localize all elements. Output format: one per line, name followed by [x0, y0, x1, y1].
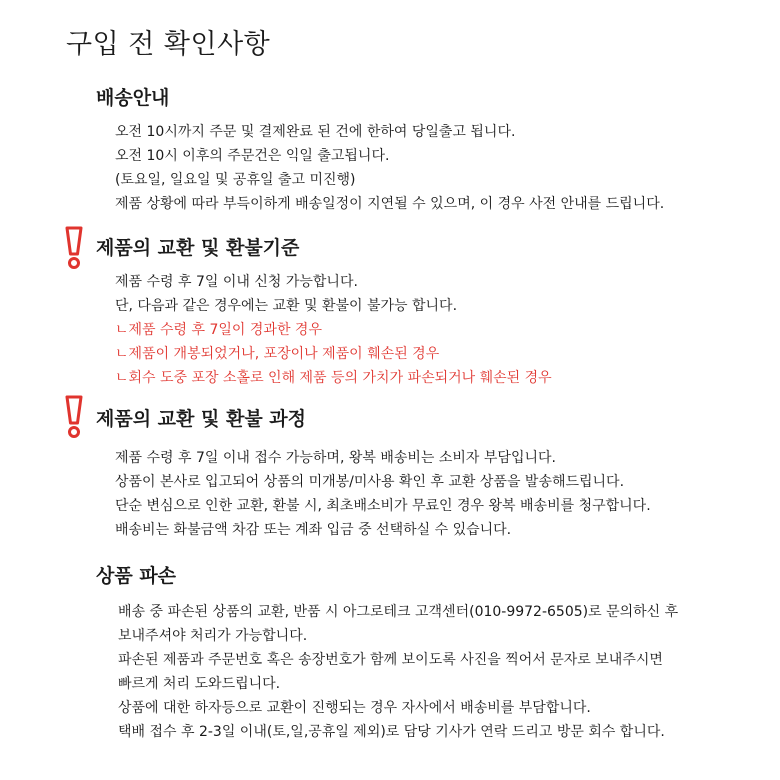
info-line: 오전 10시까지 주문 및 결제완료 된 건에 한하여 당일출고 됩니다. — [115, 124, 516, 140]
info-line: 배송비는 화불금액 차감 또는 계좌 입금 중 선택하실 수 있습니다. — [115, 522, 512, 538]
page-title: 구입 전 확인사항 — [66, 29, 271, 60]
info-line: 보내주셔야 처리가 가능합니다. — [118, 628, 308, 644]
section-heading-shipping: 배송안내 — [96, 87, 170, 109]
info-line: 제품 수령 후 7일 이내 접수 가능하며, 왕복 배송비는 소비자 부담입니다. — [115, 450, 556, 466]
info-line: 파손된 제품과 주문번호 혹은 송장번호가 함께 보이도록 사진을 찍어서 문자로 보내주시면 — [118, 652, 663, 668]
exchange-process-list — [115, 446, 651, 542]
info-line: 단, 다음과 같은 경우에는 교환 및 환불이 불가능 합니다. — [115, 298, 458, 314]
info-line: 단순 변심으로 인한 교환, 환불 시, 최초배소비가 무료인 경우 왕복 배송비를 청구합니다. — [115, 498, 651, 514]
info-line: 상품에 대한 하자등으로 교환이 진행되는 경우 자사에서 배송비를 부담합니다. — [118, 700, 591, 716]
info-line: (토요일, 일요일 및 공휴일 출고 미진행) — [115, 172, 356, 188]
section-heading-exchange-process: 제품의 교환 및 환불 과정 — [96, 408, 306, 430]
info-line: 제품 수령 후 7일 이내 신청 가능합니다. — [115, 274, 358, 290]
damage-info-list — [118, 600, 678, 744]
info-line: 상품이 본사로 입고되어 상품의 미개봉/미사용 확인 후 교환 상품을 발송해드립니다. — [115, 474, 625, 490]
section-heading-exchange-criteria: 제품의 교환 및 환불기준 — [96, 237, 300, 259]
info-line: 제품 상황에 따라 부득이하게 배송일정이 지연될 수 있으며, 이 경우 사전 안내를 드립니다. — [115, 196, 665, 212]
section-heading-damage: 상품 파손 — [96, 565, 177, 587]
info-line: 오전 10시 이후의 주문건은 익일 출고됩니다. — [115, 148, 390, 164]
warning-line: ㄴ회수 도중 포장 소홀로 인해 제품 등의 가치가 파손되거나 훼손된 경우 — [115, 370, 552, 386]
info-line: 빠르게 처리 도와드립니다. — [118, 676, 281, 692]
warning-line: ㄴ제품이 개봉되었거나, 포장이나 제품이 훼손된 경우 — [115, 346, 440, 362]
info-line: 택배 접수 후 2-3일 이내(토,일,공휴일 제외)로 담당 기사가 연락 드리고 방문 회수 합니다. — [118, 724, 665, 740]
exchange-criteria-list — [115, 270, 552, 390]
exclamation-icon — [63, 395, 85, 439]
shipping-info-list — [115, 120, 664, 216]
exclamation-icon — [63, 226, 85, 270]
info-line: 배송 중 파손된 상품의 교환, 반품 시 아그로테크 고객센터(010-9972-6505)로 문의하신 후 — [118, 604, 679, 620]
warning-line: ㄴ제품 수령 후 7일이 경과한 경우 — [115, 322, 322, 338]
